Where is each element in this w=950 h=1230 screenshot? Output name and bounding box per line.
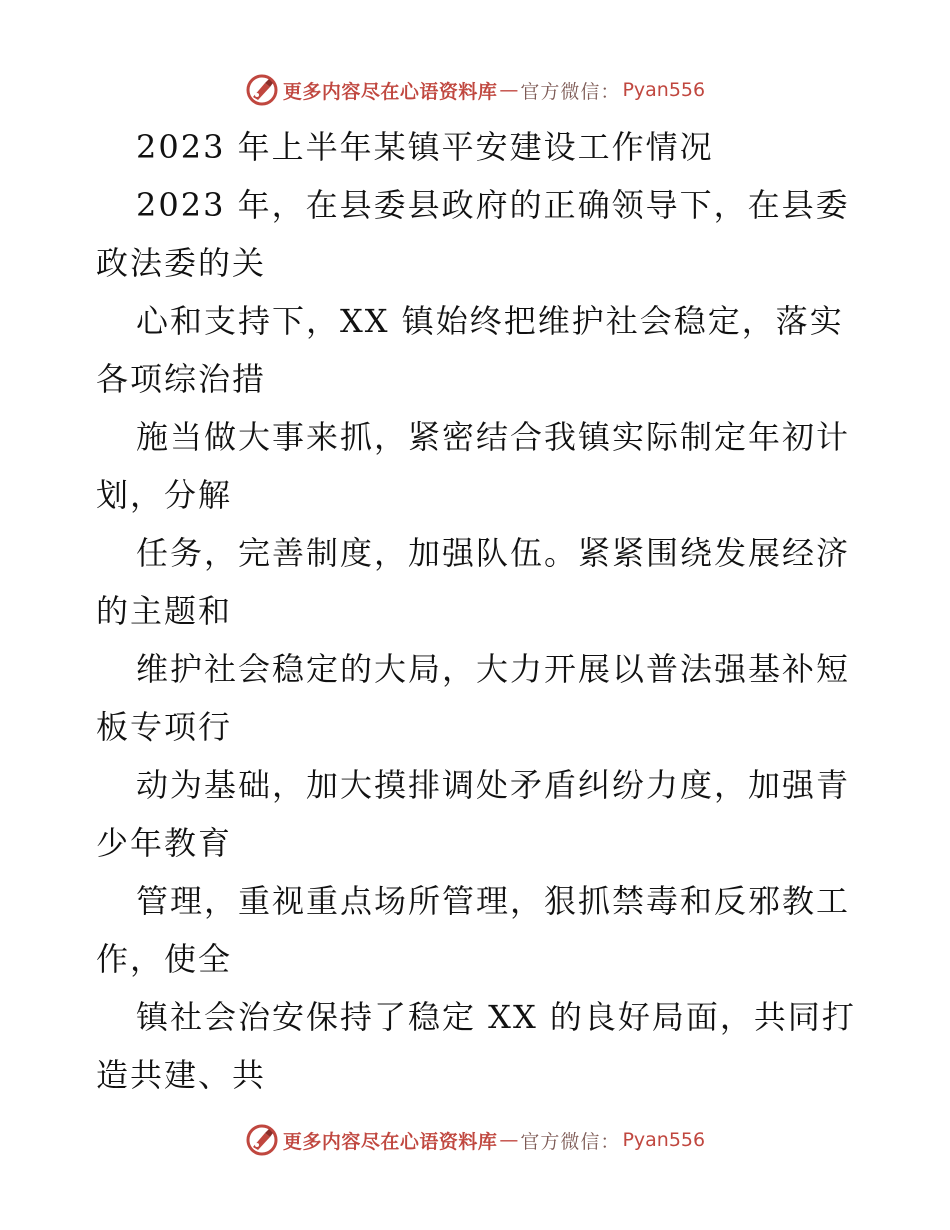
banner-dash: — [499,1129,519,1151]
document-line: 作，使全 [96,940,233,978]
document-line: 各项综治措 [96,360,267,398]
footer-banner [0,1120,950,1160]
banner-wechat-id: Pyan556 [622,79,706,101]
document-line: 任务，完善制度，加强队伍。紧紧围绕发展经济 [136,534,851,572]
document-line: 的主题和 [96,592,233,630]
document-line: 维护社会稳定的大局，大力开展以普法强基补短 [136,650,851,688]
header-banner [0,70,950,110]
document-line: 政法委的关 [96,244,267,282]
document-line: 划，分解 [96,476,233,514]
banner-wechat-id: Pyan556 [622,1129,706,1151]
banner-wechat-label: 官方微信： [520,1130,621,1153]
document-body [96,118,856,1104]
document-line: 动为基础，加大摸排调处矛盾纠纷力度，加强青 [136,766,851,804]
pen-logo-icon [245,73,279,107]
banner-wechat-label: 官方微信： [520,80,621,103]
document-line: 造共建、共 [96,1056,267,1094]
document-line: 心和支持下，XX 镇始终把维护社会稳定，落实 [136,302,844,340]
banner-promo-text: 更多内容尽在心语资料库 [282,80,498,103]
document-line: 2023 年，在县委县政府的正确领导下，在县委 [136,186,850,224]
document-line: 施当做大事来抓，紧密结合我镇实际制定年初计 [136,418,851,456]
document-line: 板专项行 [96,708,233,746]
document-title: 2023 年上半年某镇平安建设工作情况 [136,128,714,166]
banner-promo-text: 更多内容尽在心语资料库 [282,1130,498,1153]
document-lines [96,176,856,1104]
document-line: 镇社会治安保持了稳定 XX 的良好局面，共同打 [136,998,856,1036]
document-line: 少年教育 [96,824,233,862]
pen-logo-icon [245,1123,279,1157]
document-line: 管理，重视重点场所管理，狠抓禁毒和反邪教工 [136,882,851,920]
banner-dash: — [499,79,519,101]
